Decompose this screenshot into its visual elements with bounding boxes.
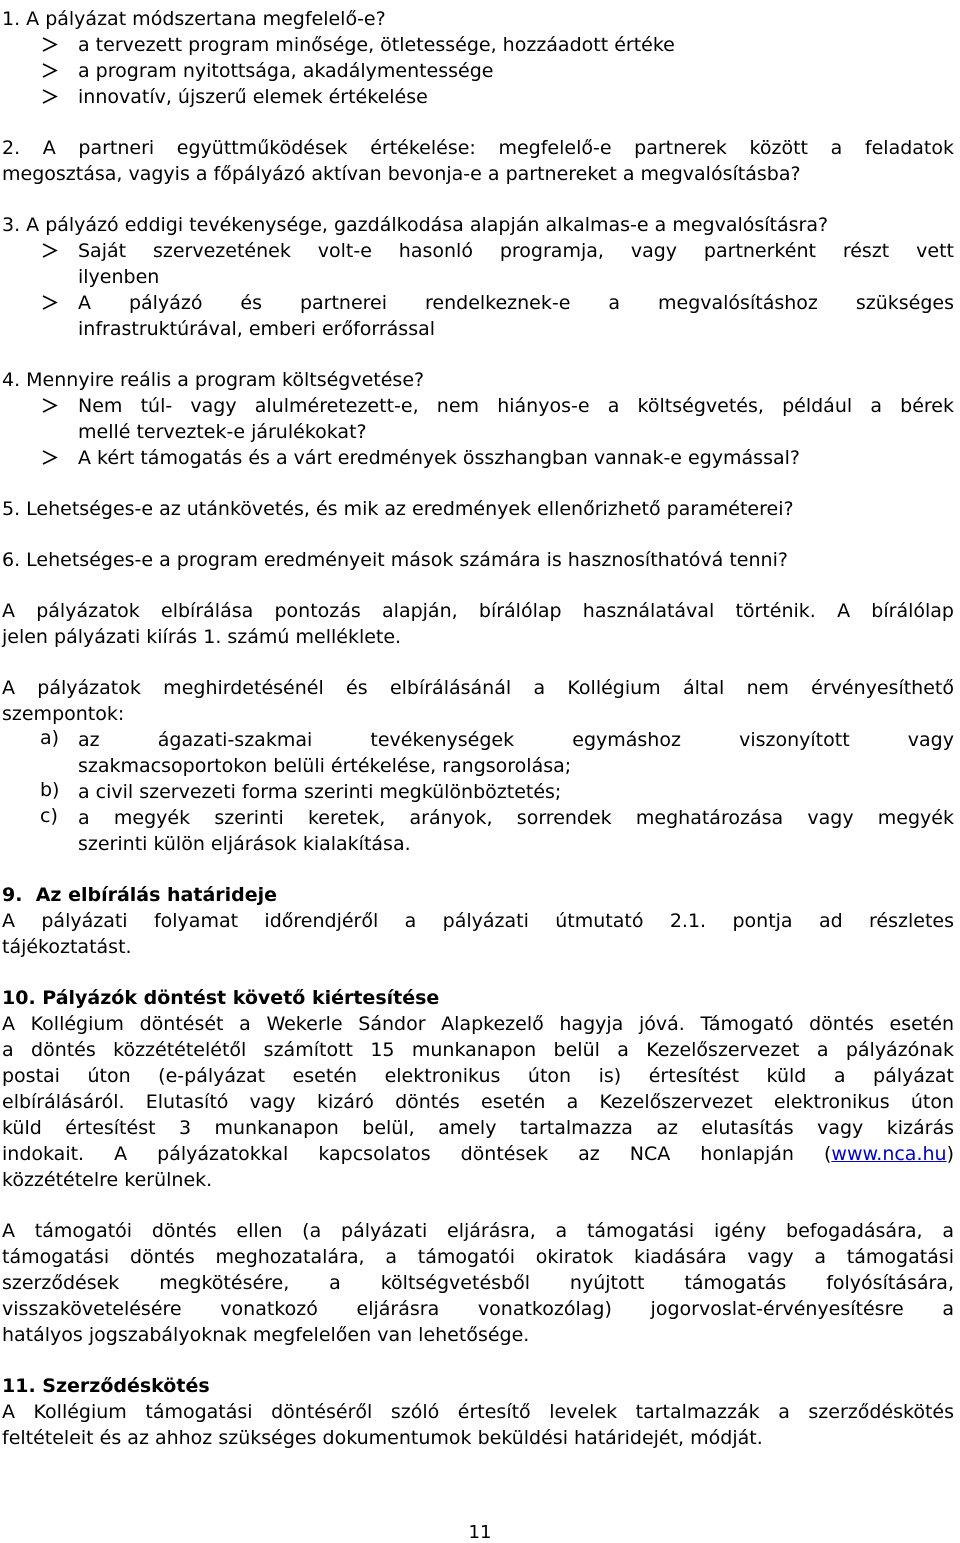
appeal-paragraph: A támogatói döntés ellen (a pályázati eljárásra, a támogatási igény befogadására, a [2, 1220, 954, 1242]
arrow-bullet-icon [42, 84, 68, 104]
section-10-text: indokait. A pályázatokkal kapcsolatos döntések az NCA honlapján (www.nca.hu) [2, 1143, 954, 1165]
bullet-item: A pályázó és partnerei rendelkeznek-e a megvalósításhoz szükséges infrastruktúrával, emberi erőforrással [2, 290, 954, 342]
list-label: b) [40, 779, 60, 801]
arrow-bullet-icon [42, 393, 68, 413]
section-9-text: tájékoztatást. [2, 936, 132, 958]
criteria-item: c) a megyék szerinti keretek, arányok, sorrendek meghatározása vagy megyék szerinti külön eljárások kialakítása. [40, 805, 954, 855]
arrow-bullet-icon [42, 58, 68, 78]
arrow-bullet-icon [42, 238, 68, 258]
arrow-bullet-icon [42, 32, 68, 52]
appeal-paragraph: támogatási döntés meghozatalára, a támogatói okiratok kiadására vagy a támogatási [2, 1246, 954, 1268]
bullet-item: Saját szervezetének volt-e hasonló programja, vagy partnerként részt vett ilyenben [2, 238, 954, 290]
section-10-text: közzétételre kerülnek. [2, 1169, 213, 1191]
question-6: 6. Lehetséges-e a program eredményeit mások számára is hasznosíthatóvá tenni? [2, 549, 788, 571]
appeal-paragraph: szerződések megkötésére, a költségvetésből nyújtott támogatás folyósítására, [2, 1272, 954, 1294]
section-11-heading: 11. Szerződéskötés [2, 1375, 210, 1397]
criteria-item: b) a civil szervezeti forma szerinti megkülönböztetés; [40, 779, 562, 803]
question-1-title: 1. A pályázat módszertana megfelelő-e? [2, 8, 386, 30]
list-label: a) [40, 727, 60, 749]
section-10-text: küld értesítést 3 munkanapon belül, amely tartalmazza az elutasítás vagy kizárás [2, 1117, 954, 1139]
appeal-paragraph: hatályos jogszabályoknak megfelelően van lehetősége. [2, 1324, 530, 1346]
arrow-bullet-icon [42, 445, 68, 465]
bullet-item: a tervezett program minősége, ötletessége, hozzáadott értéke [2, 32, 954, 58]
question-2-line: 2. A partneri együttműködések értékelése: megfelelő-e partnerek között a feladatok [2, 137, 954, 159]
question-4-title: 4. Mennyire reális a program költségvetése? [2, 369, 425, 391]
question-3-title: 3. A pályázó eddigi tevékenysége, gazdálkodása alapján alkalmas-e a megvalósításra? [2, 214, 829, 236]
bullet-item: innovatív, újszerű elemek értékelése [2, 84, 954, 110]
section-10-text: A Kollégium döntését a Wekerle Sándor Alapkezelő hagyja jóvá. Támogató döntés esetén [2, 1013, 954, 1035]
question-5: 5. Lehetséges-e az utánkövetés, és mik az eredmények ellenőrizhető paraméterei? [2, 498, 794, 520]
section-9-text: A pályázati folyamat időrendjéről a pályázati útmutató 2.1. pontja ad részletes [2, 910, 954, 932]
criteria-intro: szempontok: [2, 703, 125, 725]
section-11-text: A Kollégium támogatási döntéséről szóló értesítő levelek tartalmazzák a szerződéskötés [2, 1401, 954, 1423]
section-9-heading: 9. Az elbírálás határideje [2, 884, 278, 906]
section-10-text: a döntés közzétételétől számított 15 munkanapon belül a Kezelőszervezet a pályázónak [2, 1039, 954, 1061]
question-2-line: megosztása, vagyis a főpályázó aktívan bevonja-e a partnereket a megvalósításba? [2, 163, 801, 185]
bullet-item: Nem túl- vagy alulméretezett-e, nem hiányos-e a költségvetés, például a bérek mellé terveztek-e járulékokat? [2, 393, 954, 445]
appeal-paragraph: visszakövetelésére vonatkozó eljárásra vonatkozólag) jogorvoslat-érvényesítésre a [2, 1298, 954, 1320]
scoring-paragraph: jelen pályázati kiírás 1. számú melléklete. [2, 626, 402, 648]
arrow-bullet-icon [42, 290, 68, 310]
page-number: 11 [468, 1522, 492, 1543]
scoring-paragraph: A pályázatok elbírálása pontozás alapján, bírálólap használatával történik. A bírálólap [2, 600, 954, 622]
section-10-text: elbírálásáról. Elutasító vagy kizáró döntés esetén a Kezelőszervezet elektronikus úton [2, 1091, 954, 1113]
criteria-item: a) az ágazati-szakmai tevékenységek egymáshoz viszonyított vagy szakmacsoportokon belüli értékelése, rangsorolása; [40, 727, 954, 777]
section-10-heading: 10. Pályázók döntést követő kiértesítése [2, 987, 440, 1009]
bullet-item: A kért támogatás és a várt eredmények összhangban vannak-e egymással? [2, 445, 954, 471]
document-page [2, 6, 954, 1451]
criteria-intro: A pályázatok meghirdetésénél és elbírálásánál a Kollégium által nem érvényesíthető [2, 677, 954, 699]
section-10-text: postai úton (e-pályázat esetén elektronikus úton is) értesítést küld a pályázat [2, 1065, 954, 1087]
nca-website-link[interactable]: www.nca.hu [831, 1143, 947, 1165]
bullet-item: a program nyitottsága, akadálymentessége [2, 58, 954, 84]
section-11-text: feltételeit és az ahhoz szükséges dokumentumok beküldési határidejét, módját. [2, 1427, 763, 1449]
list-label: c) [40, 805, 58, 827]
